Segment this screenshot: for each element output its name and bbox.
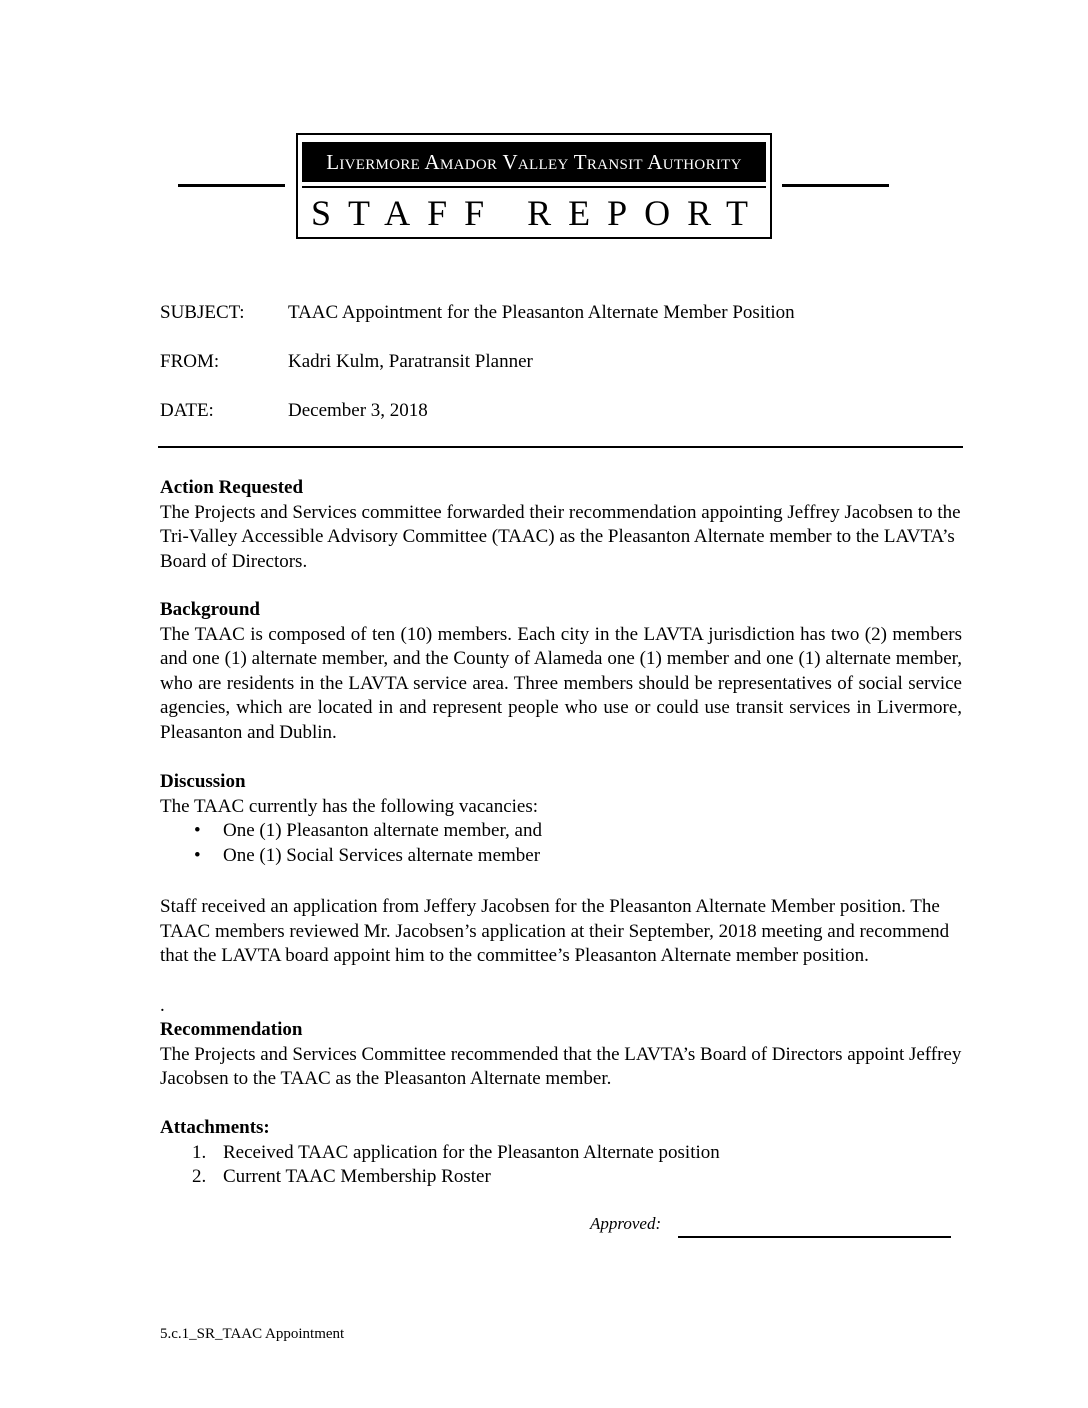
attachment-item	[160, 1141, 962, 1166]
report-title: STAFF REPORT	[310, 193, 766, 233]
recommendation-heading: Recommendation	[160, 1019, 303, 1040]
action-requested-body: The Projects and Services committee forwarded their recommendation appointing Jeffrey Jacobsen to the Tri-Valley Accessible Advisory Committee (TAAC) as the Pleasanton Alternate member to the LAVTA’s Board of Directors.	[160, 501, 961, 572]
attachment-list	[160, 1141, 962, 1190]
background-body: The TAAC is composed of ten (10) members. Each city in the LAVTA jurisdiction has two (2) members and one (1) alternate member, and the County of Alameda one (1) member and one (1) alternate member, who are residents in the LAVTA service area. Three members should be representatives of social service agencies, which are located in and represent people who use or could use transit services in Livermore, Pleasanton and Dublin.	[160, 623, 962, 743]
date-row	[160, 399, 428, 423]
document-id: 5.c.1_SR_TAAC Appointment	[160, 1326, 345, 1342]
attachment-text: Current TAAC Membership Roster	[223, 1166, 491, 1187]
date-label: DATE:	[160, 400, 214, 421]
action-requested-section	[160, 476, 962, 574]
attachment-number: 2.	[192, 1166, 207, 1187]
vacancy-item: • One (1) Pleasanton alternate member, and	[160, 819, 962, 844]
masthead	[296, 133, 772, 239]
from-label: FROM:	[160, 351, 220, 372]
action-requested-heading: Action Requested	[160, 477, 304, 498]
organization-name: Livermore Amador Valley Transit Authority	[302, 142, 766, 182]
stray-period: .	[160, 995, 165, 1016]
discussion-body-block	[160, 895, 962, 969]
from-value: Kadri Kulm, Paratransit Planner	[288, 351, 533, 372]
attachment-item	[160, 1165, 962, 1190]
recommendation-body: The Projects and Services Committee recommended that the LAVTA’s Board of Directors appoint Jeffrey Jacobsen to the TAAC as the Pleasanton Alternate member.	[160, 1043, 962, 1089]
header-divider	[158, 446, 963, 448]
masthead-rule-right	[782, 184, 889, 187]
vacancy-item: • One (1) Social Services alternate member	[160, 844, 962, 869]
attachment-number: 1.	[192, 1141, 207, 1163]
background-heading: Background	[160, 599, 260, 620]
attachment-text: Received TAAC application for the Pleasanton Alternate position	[223, 1141, 720, 1163]
subject-label: SUBJECT:	[160, 302, 245, 323]
discussion-heading: Discussion	[160, 771, 246, 792]
masthead-divider	[302, 186, 766, 188]
subject-value: TAAC Appointment for the Pleasanton Alternate Member Position	[288, 302, 795, 323]
recommendation-section	[160, 1018, 962, 1092]
attachments-heading: Attachments:	[160, 1117, 270, 1138]
attachments-section	[160, 1116, 962, 1190]
discussion-intro: The TAAC currently has the following vacancies:	[160, 795, 539, 817]
subject-row	[160, 301, 795, 325]
discussion-section	[160, 770, 962, 868]
background-section	[160, 598, 962, 745]
approval-signature-line	[678, 1236, 951, 1238]
discussion-body: Staff received an application from Jeffery Jacobsen for the Pleasanton Alternate Member position. The TAAC members reviewed Mr. Jacobsen’s application at their September, 2018 meeting and recommend that the LAVTA board appoint him to the committee’s Pleasanton Alternate member position.	[160, 896, 950, 966]
masthead-rule-left	[178, 184, 285, 187]
from-row	[160, 350, 533, 374]
date-value: December 3, 2018	[288, 400, 428, 421]
vacancy-list	[160, 819, 962, 868]
approved-label: Approved:	[590, 1214, 662, 1233]
